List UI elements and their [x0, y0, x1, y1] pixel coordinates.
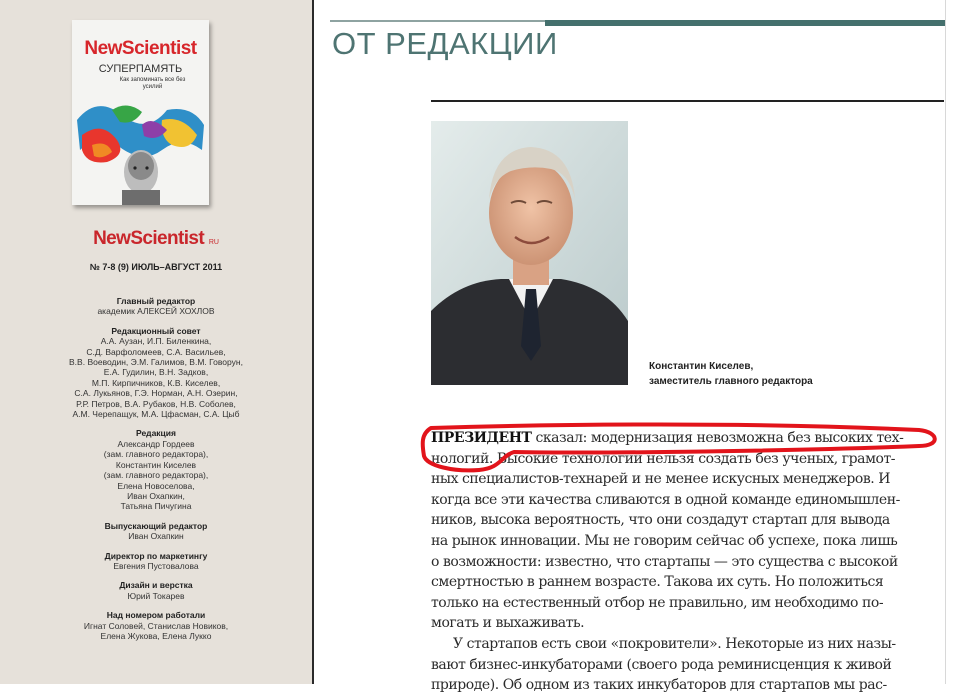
masthead-name: А.А. Аузан, И.П. Биленкина, [100, 336, 212, 347]
article-line: ных специалистов-технарей и не менее искусных менеджеров. И [431, 471, 891, 488]
masthead-name: Евгения Пустовалова [113, 560, 199, 571]
masthead-role: Дизайн и верстка [119, 580, 193, 591]
masthead-section [4, 521, 308, 542]
masthead-name: Иван Охапкин, [127, 490, 185, 501]
portrait-caption [649, 359, 813, 389]
article-body [431, 428, 936, 696]
masthead-name: М.П. Кирпичников, К.В. Киселев, [91, 377, 221, 388]
first-line-text: сказал: модернизация невозможна без высоких тех- [531, 430, 904, 446]
portrait-image [431, 121, 628, 385]
article-line: на рынок инновации. Мы не говорим сейчас об успехе, пока лишь [431, 532, 898, 549]
masthead-role: Над номером работали [106, 610, 206, 621]
masthead-role: Главный редактор [116, 296, 196, 306]
issue-number: № 7-8 (9) ИЮЛЬ–АВГУСТ 2011 [89, 262, 223, 272]
editor-portrait [431, 121, 628, 385]
masthead-role: Редакционный совет [111, 325, 201, 336]
section-rule [431, 100, 944, 102]
article-line: о возможности: известно, что стартапы — это существа с высокой [431, 553, 898, 570]
masthead-name: Александр Гордеев [117, 438, 195, 449]
article-line: У стартапов есть свои «покровители». Некоторые из них назы- [453, 635, 896, 652]
masthead-name: академик АЛЕКСЕЙ ХОХЛОВ [97, 306, 215, 317]
article-line: природе). Об одном из таких инкубаторов для стартапов мы рас- [431, 677, 887, 694]
masthead-name: Елена Новоселова, [117, 480, 195, 491]
article-line: нологий. Высокие технологии нельзя создать без ученых, грамот- [431, 450, 896, 467]
masthead-name: Татьяна Пичугина [120, 501, 192, 512]
magazine-cover[interactable] [72, 20, 209, 205]
masthead-name: Игнат Соловей, Станислав Новиков, [83, 620, 229, 631]
masthead-role: Редакция [136, 428, 176, 439]
masthead-name: Е.А. Гудилин, В.Н. Задков, [103, 367, 209, 378]
cover-artwork [72, 90, 209, 205]
header-rule-gray [330, 20, 545, 22]
brand-name: NewScientist [93, 228, 205, 249]
masthead-name: Иван Охапкин [128, 531, 184, 542]
article-line: вают бизнес-инкубаторами (своего рода реминисценция к живой [431, 656, 892, 673]
article-line: ников, высока вероятность, что они создадут стартап для вывода [431, 512, 890, 529]
masthead-section [4, 296, 308, 317]
section-title: ОТ РЕДАКЦИИ [332, 26, 558, 61]
cover-title: СУПЕРПАМЯТЬ [98, 63, 183, 75]
article-line: только на естественный отбор не правильно, им необходимо по- [431, 594, 884, 611]
masthead-name: С.Д. Варфоломеев, С.А. Васильев, [86, 346, 226, 357]
lead-word: ПРЕЗИДЕНТ [431, 430, 532, 446]
masthead-name: Елена Жукова, Елена Лукко [100, 630, 212, 641]
masthead-name: Константин Киселев [115, 459, 197, 470]
sidebar-divider [312, 0, 314, 684]
masthead-sidebar [0, 0, 312, 684]
masthead-section [4, 428, 308, 511]
masthead-name: Юрий Токарев [127, 590, 185, 601]
cover-logo: NewScientist [84, 38, 197, 59]
masthead-credits [4, 296, 308, 650]
article-first-line [431, 428, 936, 449]
article-line: могать и выхаживать. [431, 615, 585, 632]
masthead-name: А.М. Черепащук, М.А. Цфасман, С.А. Цыб [72, 409, 240, 420]
cover-subtitle: Как запоминать все без усилий [119, 77, 186, 90]
masthead-name: (зам. главного редактора), [103, 449, 209, 460]
masthead-section [4, 610, 308, 641]
masthead-section [4, 551, 308, 572]
masthead-name: Р.Р. Петров, В.А. Рубаков, Н.В. Соболев, [76, 398, 236, 409]
header-rule-teal [545, 20, 945, 26]
article-line: смертностью в раннем возрасте. Такова их суть. Но положиться [431, 574, 884, 591]
caption-role: заместитель главного редактора [649, 376, 813, 387]
brand-suffix: RU [208, 239, 219, 246]
page-edge [945, 0, 946, 684]
masthead-section [4, 326, 308, 420]
masthead-name: В.В. Воеводин, Э.М. Галимов, В.М. Говорун, [69, 357, 243, 368]
masthead-role: Выпускающий редактор [104, 520, 208, 531]
masthead-name: С.А. Лукьянов, Г.Э. Норман, А.Н. Озерин, [74, 388, 238, 399]
caption-name: Константин Киселев, [649, 361, 754, 372]
brand-logo [0, 228, 312, 250]
masthead-name: (зам. главного редактора), [103, 470, 209, 481]
article-line: когда все эти качества сливаются в одной команде единомышлен- [431, 491, 900, 508]
masthead-role: Директор по маркетингу [104, 550, 208, 561]
masthead-section [4, 580, 308, 601]
